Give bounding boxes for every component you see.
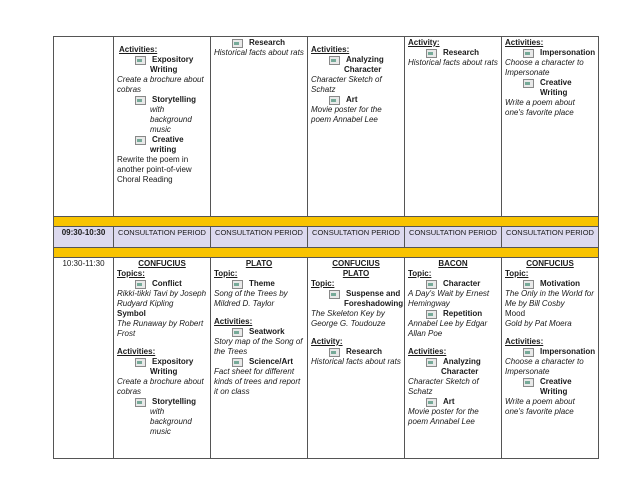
image-icon	[135, 96, 146, 105]
activity-description: Historical facts about rats	[408, 58, 498, 67]
bullet-item: Art	[408, 397, 498, 407]
activities-label: Activities:	[117, 347, 156, 356]
image-icon	[232, 358, 243, 367]
bullet-item: Seatwork	[214, 327, 304, 337]
image-icon	[426, 280, 437, 289]
topic-description: The Skeleton Key by George G. Toudouze	[311, 309, 386, 328]
bullet-item: Impersonation	[505, 347, 595, 357]
activity-description: Write a poem about one's favorite place	[505, 98, 575, 117]
activities-label: Activities:	[408, 347, 447, 356]
activity-description: Historical facts about rats	[311, 357, 401, 366]
activities-label: Activities:	[214, 317, 253, 326]
bullet-continuation: writing	[150, 145, 177, 154]
image-icon	[135, 280, 146, 289]
image-icon	[523, 280, 534, 289]
image-icon	[329, 56, 340, 65]
cell-col5	[502, 37, 599, 217]
image-icon	[232, 280, 243, 289]
bullet-item: Suspense and	[311, 289, 401, 299]
topic-label: Topics:	[117, 269, 145, 278]
bullet-continuation: music	[150, 427, 171, 436]
image-icon	[426, 310, 437, 319]
activity-description: Rewrite the poem in another point-of-view	[117, 155, 192, 174]
time-cell: 10:30-11:30	[54, 258, 114, 459]
separator-band	[54, 248, 599, 258]
bullet-item: Research	[408, 48, 498, 58]
image-icon	[135, 56, 146, 65]
bullet-item: Creative Writing	[505, 377, 595, 397]
topic-description: The Only in the World for Me by Bill Cosby	[505, 289, 594, 308]
activities-label: Activities:	[119, 45, 158, 54]
image-icon	[426, 49, 437, 58]
activity-description: Choose a character to Impersonate	[505, 357, 584, 376]
image-icon	[329, 348, 340, 357]
philosopher-heading: PLATO	[342, 269, 370, 278]
activity-description: Character Sketch of Schatz	[311, 75, 382, 94]
image-icon	[523, 49, 534, 58]
philosopher-heading: CONFUCIUS	[526, 259, 574, 268]
bullet-item: Expository	[117, 357, 207, 367]
bullet-continuation: background	[150, 115, 192, 124]
image-icon	[329, 96, 340, 105]
bullet-item: Conflict	[117, 279, 207, 289]
bullet-item: Theme	[214, 279, 304, 289]
philosopher-heading: CONFUCIUS	[138, 259, 186, 268]
cell-col2	[211, 37, 308, 217]
bullet-item: Creative Writing	[505, 78, 595, 98]
image-icon	[232, 39, 243, 48]
activity-label: Activity:	[408, 38, 440, 47]
table-row	[54, 227, 599, 248]
image-icon	[329, 290, 340, 299]
bullet-continuation: with	[150, 105, 165, 114]
bullet-item: Research	[214, 38, 304, 48]
schedule-table	[53, 36, 599, 459]
bullet-item: Motivation	[505, 279, 595, 289]
bullet-item: Character	[408, 279, 498, 289]
bullet-continuation: Writing	[150, 367, 178, 376]
topic-description: Rikki-tikki Tavi by Joseph Rudyard Kipling	[117, 289, 207, 308]
bullet-item: Science/Art	[214, 357, 304, 367]
bullet-continuation: background	[150, 417, 192, 426]
image-icon	[523, 378, 534, 387]
image-icon	[426, 358, 437, 367]
cell-col3	[308, 258, 405, 459]
bullet-continuation: Character	[441, 367, 479, 376]
time-cell: 09:30-10:30	[54, 227, 114, 248]
topic-description: Annabel Lee by Edgar Allan Poe	[408, 319, 488, 338]
philosopher-heading: BACON	[438, 259, 468, 268]
topic-description: The Runaway by Robert Frost	[117, 319, 204, 338]
cell-col2	[211, 258, 308, 459]
activity-description: Write a poem about one's favorite place	[505, 397, 575, 416]
bullet-item: Research	[311, 347, 401, 357]
topic-description: Song of the Trees by Mildred D. Taylor	[214, 289, 288, 308]
philosopher-heading: CONFUCIUS	[332, 259, 380, 268]
bullet-item: Repetition	[408, 309, 498, 319]
activities-label: Activities:	[311, 45, 350, 54]
bullet-continuation: Writing	[150, 65, 178, 74]
cell-col4	[405, 37, 502, 217]
bullet-continuation: Character	[344, 65, 382, 74]
bullet-item: Analyzing	[311, 55, 401, 65]
separator-band	[54, 217, 599, 227]
activity-description: Choral Reading	[117, 175, 173, 184]
image-icon	[523, 79, 534, 88]
activity-description: Character Sketch of Schatz	[408, 377, 479, 396]
consultation-cell: CONSULTATION PERIOD	[502, 227, 599, 248]
time-cell	[54, 37, 114, 217]
bullet-item: Storytelling	[117, 95, 207, 105]
topic-subheading: Symbol	[117, 309, 146, 318]
bullet-item: Impersonation	[505, 48, 595, 58]
activities-label: Activities:	[505, 38, 544, 47]
bullet-item: Art	[311, 95, 401, 105]
bullet-continuation: music	[150, 125, 171, 134]
cell-col4	[405, 258, 502, 459]
topic-description: Gold by Pat Moera	[505, 319, 572, 328]
topic-description: A Day's Wait by Ernest Hemingway	[408, 289, 490, 308]
cell-col1	[114, 258, 211, 459]
topic-subheading: Mood	[505, 309, 526, 318]
cell-col3	[308, 37, 405, 217]
table-row	[54, 37, 599, 217]
topic-label: Topic:	[214, 269, 238, 278]
bullet-continuation: with	[150, 407, 165, 416]
image-icon	[135, 136, 146, 145]
activity-description: Fact sheet for different kinds of trees and report it on class	[214, 367, 301, 396]
activities-label: Activities:	[505, 337, 544, 346]
philosopher-heading: PLATO	[245, 259, 273, 268]
topic-label: Topic:	[311, 279, 335, 288]
activity-description: Historical facts about rats	[214, 48, 304, 57]
consultation-cell: CONSULTATION PERIOD	[114, 227, 211, 248]
consultation-cell: CONSULTATION PERIOD	[405, 227, 502, 248]
bullet-item: Storytelling	[117, 397, 207, 407]
activity-label: Activity:	[311, 337, 343, 346]
image-icon	[135, 398, 146, 407]
cell-col1	[114, 37, 211, 217]
activity-description: Choose a character to Impersonate	[505, 58, 584, 77]
table-row	[54, 258, 599, 459]
image-icon	[135, 358, 146, 367]
topic-label: Topic:	[408, 269, 432, 278]
activity-description: Create a brochure about cobras	[117, 377, 204, 396]
activity-description: Story map of the Song of the Trees	[214, 337, 303, 356]
bullet-item: Creative	[117, 135, 207, 145]
topic-label: Topic:	[505, 269, 529, 278]
image-icon	[232, 328, 243, 337]
consultation-cell: CONSULTATION PERIOD	[308, 227, 405, 248]
bullet-continuation: Foreshadowing	[344, 299, 404, 308]
cell-col5	[502, 258, 599, 459]
consultation-cell: CONSULTATION PERIOD	[211, 227, 308, 248]
activity-description: Create a brochure about cobras	[117, 75, 204, 94]
bullet-item: Expository	[117, 55, 207, 65]
image-icon	[426, 398, 437, 407]
bullet-item: Analyzing	[408, 357, 498, 367]
activity-description: Movie poster for the poem Annabel Lee	[311, 105, 382, 124]
activity-description: Movie poster for the poem Annabel Lee	[408, 407, 479, 426]
image-icon	[523, 348, 534, 357]
